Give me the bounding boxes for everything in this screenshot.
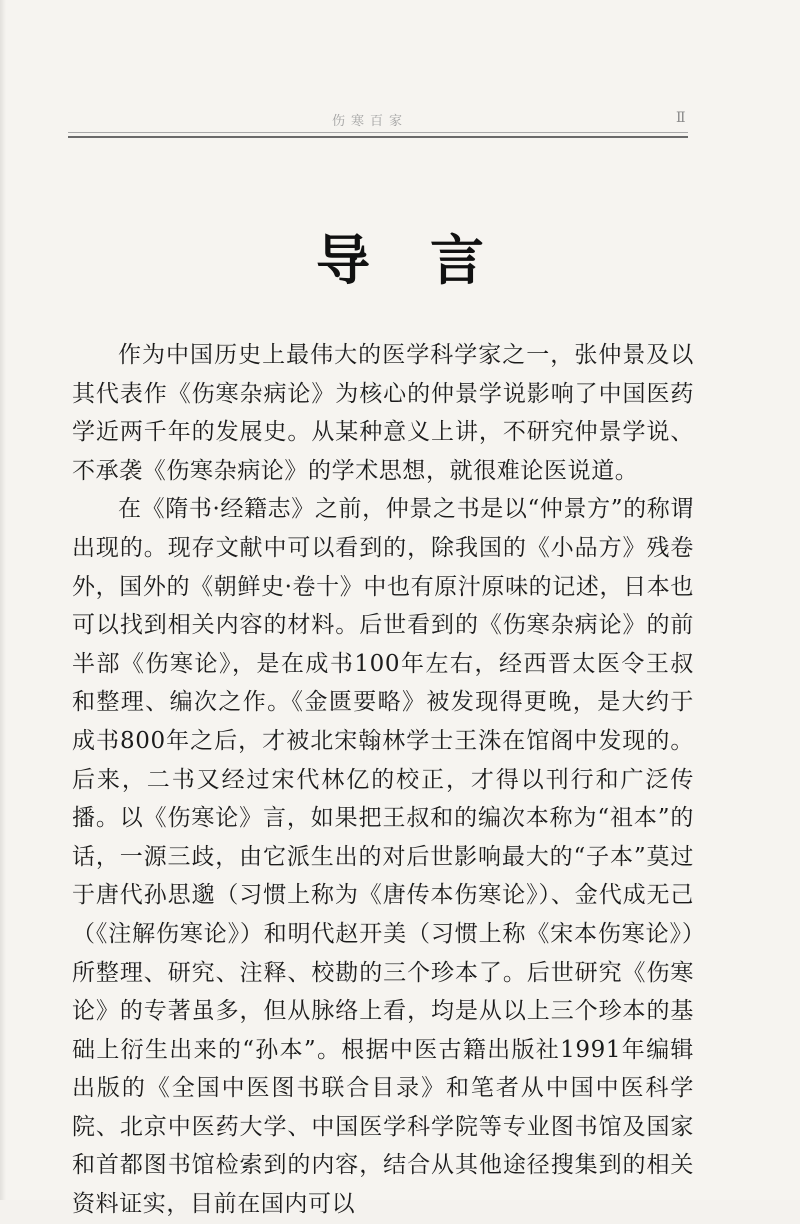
body-text <box>72 336 694 1224</box>
page-title: 导言 <box>316 229 544 292</box>
header-rule <box>68 136 688 138</box>
paragraph: 作为中国历史上最伟大的医学科学家之一，张仲景及以其代表作《伤寒杂病论》为核心的仲景学说影响了中国医药学近两千年的发展史。从某种意义上讲，不研究仲景学说、不承袭《伤寒杂病论》的学术思想，就很难论医说道。 <box>72 342 694 484</box>
folio-mark: Ⅱ <box>676 110 686 126</box>
running-head: 伤寒百家 <box>332 114 409 129</box>
paragraph: 在《隋书·经籍志》之前，仲景之书是以“仲景方”的称谓出现的。现存文献中可以看到的，除我国的《小品方》残卷外，国外的《朝鲜史·卷十》中也有原汁原味的记述，日本也可以找到相关内容的材料。后世看到的《伤寒杂病论》的前半部《伤寒论》，是在成书100年左右，经西晋太医令王叔和整理、编次之作。《金匮要略》被发现得更晚，是大约于成书800年之后，才被北宋翰林学士王洙在馆阁中发现的。后来，二书又经过宋代林亿的校正，才得以刊行和广泛传播。以《伤寒论》言，如果把王叔和的编次本称为“祖本”的话，一源三歧，由它派生出的对后世影响最大的“子本”莫过于唐代孙思邈（习惯上称为《唐传本伤寒论》）、金代成无己（《注解伤寒论》）和明代赵开美（习惯上称《宋本伤寒论》）所整理、研究、注释、校勘的三个珍本了。后世研究《伤寒论》的专著虽多，但从脉络上看，均是从以上三个珍本的基础上衍生出来的“孙本”。根据中医古籍出版社1991年编辑出版的《全国中医图书联合目录》和笔者从中国中医科学院、北京中医药大学、中国医学科学院等专业图书馆及国家和首都图书馆检索到的内容，结合从其他途径搜集到的相关资料证实，目前在国内可以 <box>72 496 694 1218</box>
page-gutter-shadow <box>0 0 6 1200</box>
